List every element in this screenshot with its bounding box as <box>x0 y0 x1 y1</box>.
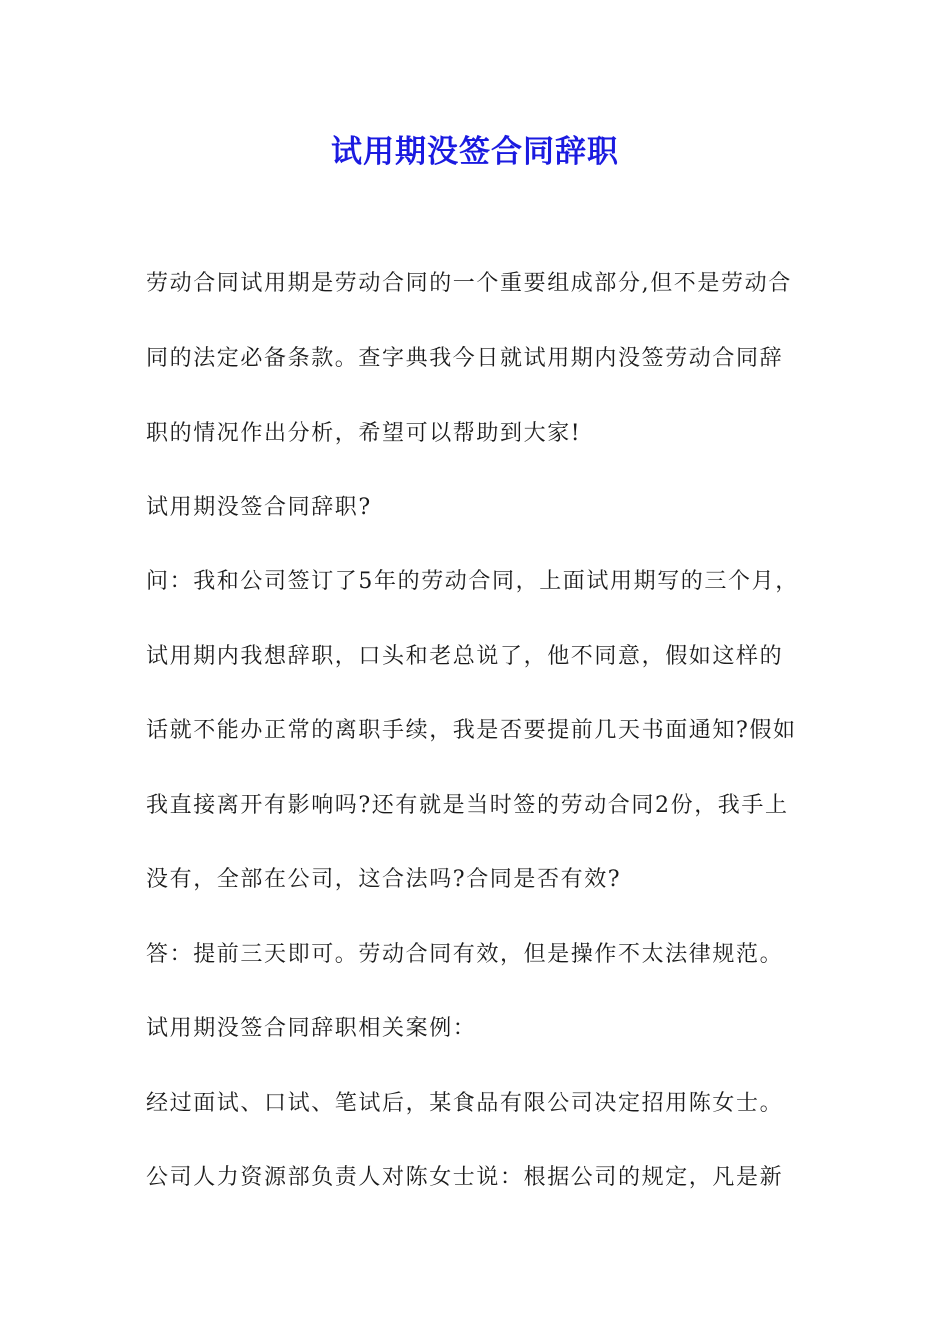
body-line: 话就不能办正常的离职手续，我是否要提前几天书面通知?假如 <box>146 718 797 743</box>
body-line: 同的法定必备条款。查字典我今日就试用期内没签劳动合同辞 <box>146 346 784 371</box>
body-line: 试用期没签合同辞职? <box>146 495 372 520</box>
body-line: 试用期内我想辞职，口头和老总说了，他不同意，假如这样的 <box>146 644 784 669</box>
body-line: 试用期没签合同辞职相关案例： <box>146 1016 477 1041</box>
body-line: 我直接离开有影响吗?还有就是当时签的劳动合同2份，我手上 <box>146 793 789 818</box>
body-line: 问：我和公司签订了5年的劳动合同，上面试用期写的三个月， <box>146 569 799 594</box>
body-line: 职的情况作出分析，希望可以帮助到大家! <box>146 421 582 446</box>
body-line: 公司人力资源部负责人对陈女士说：根据公司的规定，凡是新 <box>146 1165 784 1190</box>
document-title: 试用期没签合同辞职 <box>331 134 619 170</box>
body-line: 答：提前三天即可。劳动合同有效，但是操作不太法律规范。 <box>146 942 784 967</box>
body-line: 没有，全部在公司，这合法吗?合同是否有效? <box>146 867 622 892</box>
body-line: 劳动合同试用期是劳动合同的一个重要组成部分,但不是劳动合 <box>146 271 792 296</box>
body-line: 经过面试、口试、笔试后，某食品有限公司决定招用陈女士。 <box>146 1091 784 1116</box>
